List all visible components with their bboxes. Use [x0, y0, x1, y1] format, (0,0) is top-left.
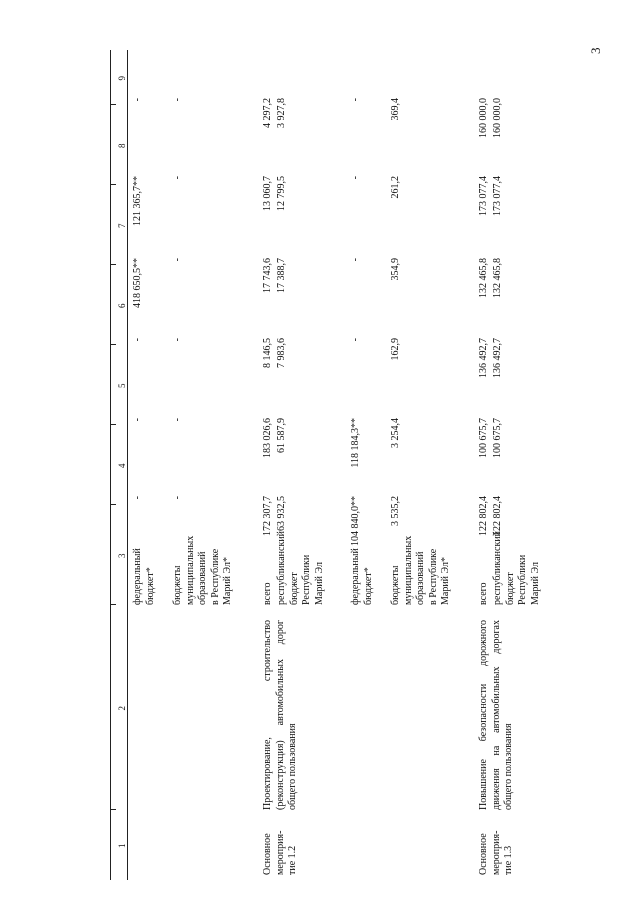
value-cell: 13 060,7: [262, 176, 273, 211]
measure-title: Проектирование, строительство (реконструкция) автомобильных дорог общего пользования: [262, 620, 298, 810]
header-top-rule: [110, 50, 111, 880]
value-cell: 3 535,2: [390, 496, 401, 526]
value-cell: 8 146,5: [262, 338, 273, 368]
value-cell: 17 388,7: [276, 258, 287, 293]
column-number: 1: [117, 843, 127, 848]
value-cell: 183 026,6: [262, 418, 273, 458]
source-label: всего: [478, 582, 489, 605]
value-cell: 63 932,5: [276, 496, 287, 531]
value-cell: 7 983,6: [276, 338, 287, 368]
value-cell: 162,9: [390, 338, 401, 361]
value-cell: 160 000,0: [478, 98, 489, 138]
value-cell: 160 000,0: [492, 98, 503, 138]
value-cell: 104 840,0**: [350, 496, 361, 546]
budget-table: [110, 50, 541, 880]
value-cell: -: [172, 418, 183, 422]
column-number: 6: [117, 303, 127, 308]
source-label: всего: [262, 582, 273, 605]
value-cell: -: [132, 418, 143, 422]
value-cell: -: [350, 258, 361, 262]
measure-code: Основное мероприя- тие 1.3: [478, 830, 514, 875]
measure-code: Основное мероприя- тие 1.2: [262, 830, 298, 875]
value-cell: -: [172, 176, 183, 180]
value-cell: -: [132, 496, 143, 500]
value-cell: 122 802,4: [478, 496, 489, 536]
value-cell: 3 254,4: [390, 418, 401, 448]
column-divider: [110, 424, 116, 425]
column-number: 9: [117, 76, 127, 81]
value-cell: 418 650,5**: [132, 258, 143, 308]
column-number: 2: [117, 706, 127, 711]
column-divider: [110, 809, 116, 810]
value-cell: 173 077,4: [492, 176, 503, 216]
page-number: 3: [588, 47, 603, 54]
value-cell: -: [350, 176, 361, 180]
column-number: 8: [117, 143, 127, 148]
value-cell: -: [132, 98, 143, 102]
value-cell: -: [350, 98, 361, 102]
column-divider: [110, 184, 116, 185]
value-cell: -: [172, 338, 183, 342]
value-cell: -: [172, 496, 183, 500]
value-cell: 261,2: [390, 176, 401, 199]
column-divider: [110, 264, 116, 265]
value-cell: 136 492,7: [492, 338, 503, 378]
value-cell: 173 077,4: [478, 176, 489, 216]
source-label: республиканский бюджет Республики Марий Эл: [492, 530, 541, 605]
value-cell: 136 492,7: [478, 338, 489, 378]
source-label: федеральный бюджет*: [132, 548, 156, 605]
column-divider: [110, 344, 116, 345]
value-cell: 100 675,7: [492, 418, 503, 458]
value-cell: 172 307,7: [262, 496, 273, 536]
value-cell: 369,4: [390, 98, 401, 121]
source-label: бюджеты муниципальных образований в Республике Марий Эл*: [172, 535, 233, 605]
column-number: 3: [117, 553, 127, 558]
column-number: 5: [117, 383, 127, 388]
value-cell: 12 799,5: [276, 176, 287, 211]
column-divider: [110, 504, 116, 505]
measure-title: Повышение безопасности дорожного движения на автомобильных дорогах общего пользования: [478, 620, 514, 810]
value-cell: 3 927,8: [276, 98, 287, 128]
column-divider: [110, 604, 116, 605]
column-number: 4: [117, 463, 127, 468]
value-cell: 354,9: [390, 258, 401, 281]
value-cell: 121 365,7**: [132, 176, 143, 226]
value-cell: 132 465,8: [478, 258, 489, 298]
value-cell: -: [350, 338, 361, 342]
value-cell: -: [172, 258, 183, 262]
source-label: республиканский бюджет Республики Марий Эл: [276, 530, 325, 605]
value-cell: 17 743,6: [262, 258, 273, 293]
value-cell: 61 587,9: [276, 418, 287, 453]
column-divider: [110, 104, 116, 105]
value-cell: 132 465,8: [492, 258, 503, 298]
value-cell: 4 297,2: [262, 98, 273, 128]
column-number: 7: [117, 223, 127, 228]
value-cell: 118 184,3**: [350, 418, 361, 468]
value-cell: -: [132, 338, 143, 342]
source-label: федеральный бюджет*: [350, 548, 374, 605]
value-cell: 122 802,4: [492, 496, 503, 536]
source-label: бюджеты муниципальных образований в Республике Марий Эл*: [390, 535, 451, 605]
value-cell: -: [172, 98, 183, 102]
value-cell: 100 675,7: [478, 418, 489, 458]
